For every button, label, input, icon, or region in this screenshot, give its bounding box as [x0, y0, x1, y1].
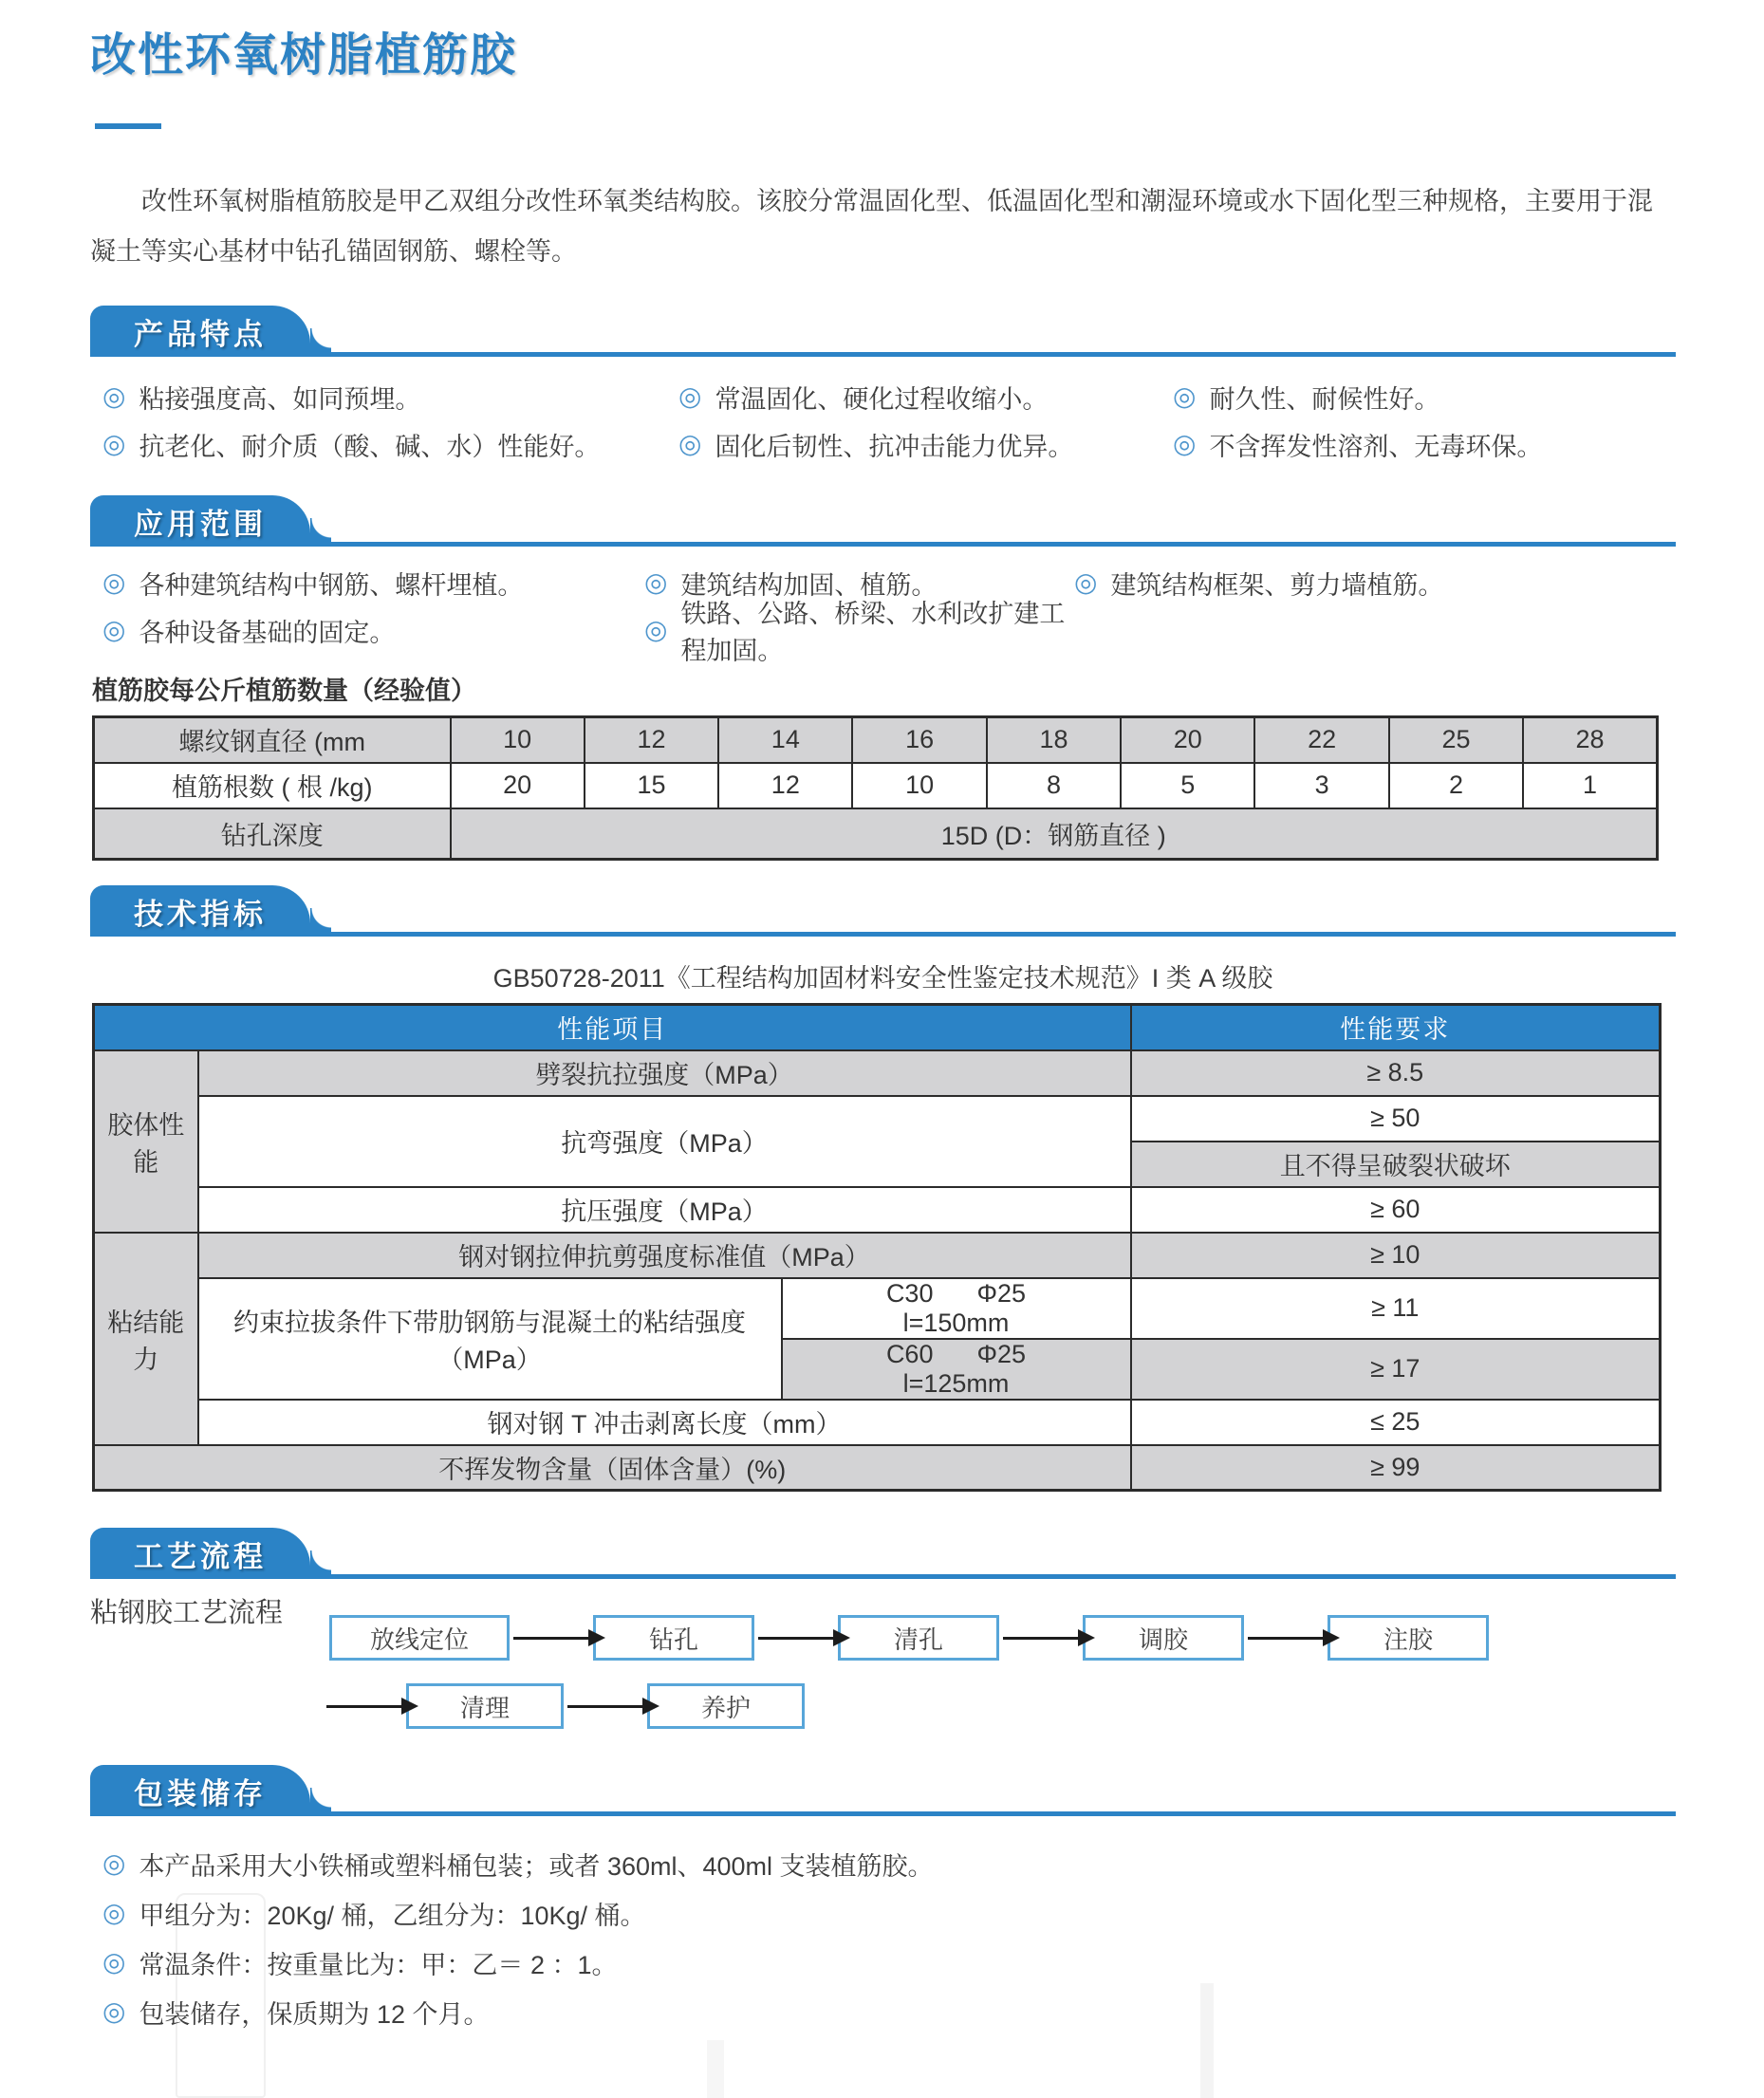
- list-item: [102, 1987, 1764, 2036]
- table-row: [94, 1233, 1661, 1278]
- section-tab-features: 产品特点: [90, 306, 310, 357]
- spec-item: 钢对钢拉伸抗剪强度标准值（MPa）: [198, 1233, 1131, 1278]
- section-tab-applications: 应用范围: [90, 495, 310, 547]
- bullseye-bullet-icon: ◎: [102, 567, 126, 597]
- list-item: [102, 1938, 1764, 1987]
- spec-item: 劈裂抗拉强度（MPa）: [198, 1050, 1131, 1096]
- list-item: [1074, 566, 1764, 600]
- count-value: 1: [1523, 763, 1657, 808]
- spec-condition: [782, 1339, 1131, 1400]
- application-text: 铁路、公路、桥梁、水利改扩建工程加固。: [680, 600, 1066, 665]
- process-flowchart: [0, 1598, 1764, 1729]
- application-text: 建筑结构框架、剪力墙植筋。: [1110, 570, 1444, 600]
- diameter-value: 12: [585, 717, 718, 763]
- column-header-req: 性能要求: [1131, 1005, 1661, 1050]
- row-label: 钻孔深度: [94, 808, 451, 860]
- section-header-packaging: [90, 1765, 1676, 1816]
- flow-row-1: [329, 1598, 1764, 1661]
- table-row: [94, 1096, 1661, 1142]
- group-label-body: 胶体性能: [94, 1050, 198, 1233]
- bullseye-bullet-icon: ◎: [1074, 567, 1098, 597]
- page-title: 改性环氧树脂植筋胶: [90, 30, 518, 81]
- flow-step-box: 放线定位: [329, 1615, 510, 1661]
- bullseye-bullet-icon: ◎: [644, 567, 668, 597]
- bullseye-bullet-icon: ◎: [102, 1898, 126, 1927]
- list-item: [1173, 380, 1764, 414]
- flow-step-box: 养护: [647, 1683, 805, 1729]
- feature-text: 不含挥发性溶剂、无毒环保。: [1209, 432, 1543, 461]
- spec-req: ≤ 25: [1131, 1400, 1661, 1445]
- table-row: [94, 808, 1658, 860]
- diameter-value: 18: [987, 717, 1121, 763]
- spec-item: 抗弯强度（MPa）: [198, 1096, 1131, 1187]
- features-list: [102, 380, 1764, 461]
- application-text: 各种设备基础的固定。: [139, 618, 396, 647]
- bullseye-bullet-icon: ◎: [678, 429, 702, 458]
- arrow-right-icon: [1003, 1637, 1079, 1640]
- diameter-value: 25: [1389, 717, 1523, 763]
- table-row: [94, 1445, 1661, 1491]
- bullseye-bullet-icon: ◎: [678, 381, 702, 411]
- feature-text: 常温固化、硬化过程收缩小。: [715, 384, 1049, 414]
- depth-value: 15D (D：钢筋直径 ): [451, 808, 1658, 860]
- list-item: [1173, 427, 1764, 461]
- rebar-count-table: [92, 715, 1659, 861]
- feature-text: 粘接强度高、如同预埋。: [139, 384, 421, 414]
- feature-text: 固化后韧性、抗冲击能力优异。: [715, 432, 1074, 461]
- row-label: 植筋根数 ( 根 /kg): [94, 763, 451, 808]
- spec-req: ≥ 11: [1131, 1278, 1661, 1339]
- title-underline-dash: [95, 123, 161, 129]
- watermark-blob: [707, 2040, 724, 2098]
- arrow-right-icon: [513, 1637, 589, 1640]
- section-tab-process: 工艺流程: [90, 1528, 310, 1579]
- spec-item: 不挥发物含量（固体含量）(%): [94, 1445, 1131, 1491]
- count-value: 10: [852, 763, 986, 808]
- table-row: [94, 717, 1658, 763]
- rebar-table-caption: 植筋胶每公斤植筋数量（经验值）: [92, 677, 476, 705]
- arrow-right-icon: [1248, 1637, 1324, 1640]
- section-tab-flare: [310, 328, 331, 353]
- section-header-process: [90, 1528, 1676, 1579]
- row-label: 螺纹钢直径 (mm: [94, 717, 451, 763]
- bar-diameter: Φ25: [976, 1339, 1027, 1368]
- application-text: 建筑结构加固、植筋。: [680, 570, 938, 600]
- spec-req: ≥ 50: [1131, 1096, 1661, 1142]
- spec-item: 钢对钢 T 冲击剥离长度（mm）: [198, 1400, 1131, 1445]
- spec-condition: [782, 1278, 1131, 1339]
- bullseye-bullet-icon: ◎: [1173, 429, 1197, 458]
- spec-item: 抗压强度（MPa）: [198, 1187, 1131, 1233]
- tech-spec-table: [92, 1003, 1662, 1492]
- bullseye-bullet-icon: ◎: [102, 429, 126, 458]
- list-item: [102, 566, 644, 600]
- list-item: [644, 600, 1074, 665]
- flow-step-box: 清理: [406, 1683, 564, 1729]
- bullseye-bullet-icon: ◎: [644, 615, 668, 644]
- section-header-applications: [90, 495, 1676, 547]
- arrow-right-icon: [758, 1637, 834, 1640]
- packaging-list: [102, 1839, 1764, 2036]
- bullseye-bullet-icon: ◎: [102, 1848, 126, 1878]
- count-value: 15: [585, 763, 718, 808]
- spec-req: ≥ 99: [1131, 1445, 1661, 1491]
- embed-length: l=125mm: [902, 1368, 1010, 1398]
- count-value: 12: [718, 763, 852, 808]
- diameter-value: 22: [1254, 717, 1388, 763]
- diameter-value: 10: [451, 717, 585, 763]
- section-tab-tech: 技术指标: [90, 885, 310, 937]
- tech-standard-caption: GB50728-2011《工程结构加固材料安全性鉴定技术规范》I 类 A 级胶: [492, 964, 1273, 993]
- bullseye-bullet-icon: ◎: [102, 1947, 126, 1977]
- list-item: [678, 427, 1173, 461]
- flow-step-box: 调胶: [1083, 1615, 1244, 1661]
- section-tab-flare: [310, 518, 331, 543]
- spec-req: ≥ 10: [1131, 1233, 1661, 1278]
- section-header-tech: [90, 885, 1676, 937]
- bullseye-bullet-icon: ◎: [1173, 381, 1197, 411]
- feature-text: 抗老化、耐介质（酸、碱、水）性能好。: [139, 432, 601, 461]
- feature-text: 耐久性、耐候性好。: [1209, 384, 1440, 414]
- count-value: 8: [987, 763, 1121, 808]
- embed-length: l=150mm: [902, 1308, 1010, 1337]
- concrete-grade: C30: [885, 1278, 934, 1308]
- count-value: 5: [1121, 763, 1254, 808]
- table-row: [94, 1050, 1661, 1096]
- flowchart-label: 粘钢胶工艺流程: [90, 1598, 284, 1628]
- list-item: [102, 380, 678, 414]
- list-item: [102, 613, 644, 647]
- application-text: 各种建筑结构中钢筋、螺杆埋植。: [139, 570, 524, 600]
- table-row: [94, 1278, 1661, 1339]
- list-item: [102, 1888, 1764, 1938]
- concrete-grade: C60: [885, 1339, 934, 1368]
- packaging-text: 常温条件：按重量比为：甲：乙＝ 2 ：1。: [139, 1950, 618, 1979]
- table-row: [94, 763, 1658, 808]
- bullseye-bullet-icon: ◎: [102, 381, 126, 411]
- diameter-value: 16: [852, 717, 986, 763]
- flow-row-2: [323, 1683, 1764, 1729]
- group-label-bond: 粘结能力: [94, 1233, 198, 1445]
- table-row: [94, 1400, 1661, 1445]
- arrow-right-icon: [567, 1705, 643, 1708]
- section-tab-flare: [310, 908, 331, 933]
- flow-step-box: 注胶: [1328, 1615, 1489, 1661]
- list-item: [678, 380, 1173, 414]
- diameter-value: 28: [1523, 717, 1657, 763]
- spec-item: 约束拉拔条件下带肋钢筋与混凝土的粘结强度（MPa）: [198, 1278, 782, 1400]
- packaging-text: 甲组分为：20Kg/ 桶，乙组分为：10Kg/ 桶。: [139, 1901, 646, 1930]
- flow-step-box: 钻孔: [593, 1615, 754, 1661]
- section-tab-flare: [310, 1550, 331, 1575]
- section-header-features: [90, 306, 1676, 357]
- section-tab-flare: [310, 1788, 331, 1812]
- count-value: 2: [1389, 763, 1523, 808]
- table-header-row: [94, 1005, 1661, 1050]
- list-item: [102, 427, 678, 461]
- spec-req: ≥ 60: [1131, 1187, 1661, 1233]
- spec-req: ≥ 8.5: [1131, 1050, 1661, 1096]
- column-header-item: 性能项目: [94, 1005, 1131, 1050]
- spec-req: ≥ 17: [1131, 1339, 1661, 1400]
- spec-req: 且不得呈破裂状破坏: [1131, 1142, 1661, 1187]
- applications-list: [102, 566, 1764, 665]
- packaging-text: 本产品采用大小铁桶或塑料桶包装；或者 360ml、400ml 支装植筋胶。: [139, 1851, 934, 1881]
- section-tab-packaging: 包装储存: [90, 1765, 310, 1816]
- packaging-text: 包装储存，保质期为 12 个月。: [139, 1999, 490, 2029]
- bar-diameter: Φ25: [976, 1278, 1027, 1308]
- diameter-value: 20: [1121, 717, 1254, 763]
- arrow-right-icon: [326, 1705, 402, 1708]
- bullseye-bullet-icon: ◎: [102, 615, 126, 644]
- count-value: 3: [1254, 763, 1388, 808]
- bullseye-bullet-icon: ◎: [102, 1996, 126, 2026]
- flow-step-box: 清孔: [838, 1615, 999, 1661]
- list-item: [102, 1839, 1764, 1888]
- diameter-value: 14: [718, 717, 852, 763]
- intro-paragraph: 改性环氧树脂植筋胶是甲乙双组分改性环氧类结构胶。该胶分常温固化型、低温固化型和潮湿环境或水下固化型三种规格，主要用于混凝土等实心基材中钻孔锚固钢筋、螺栓等。: [90, 187, 1653, 266]
- table-row: [94, 1187, 1661, 1233]
- count-value: 20: [451, 763, 585, 808]
